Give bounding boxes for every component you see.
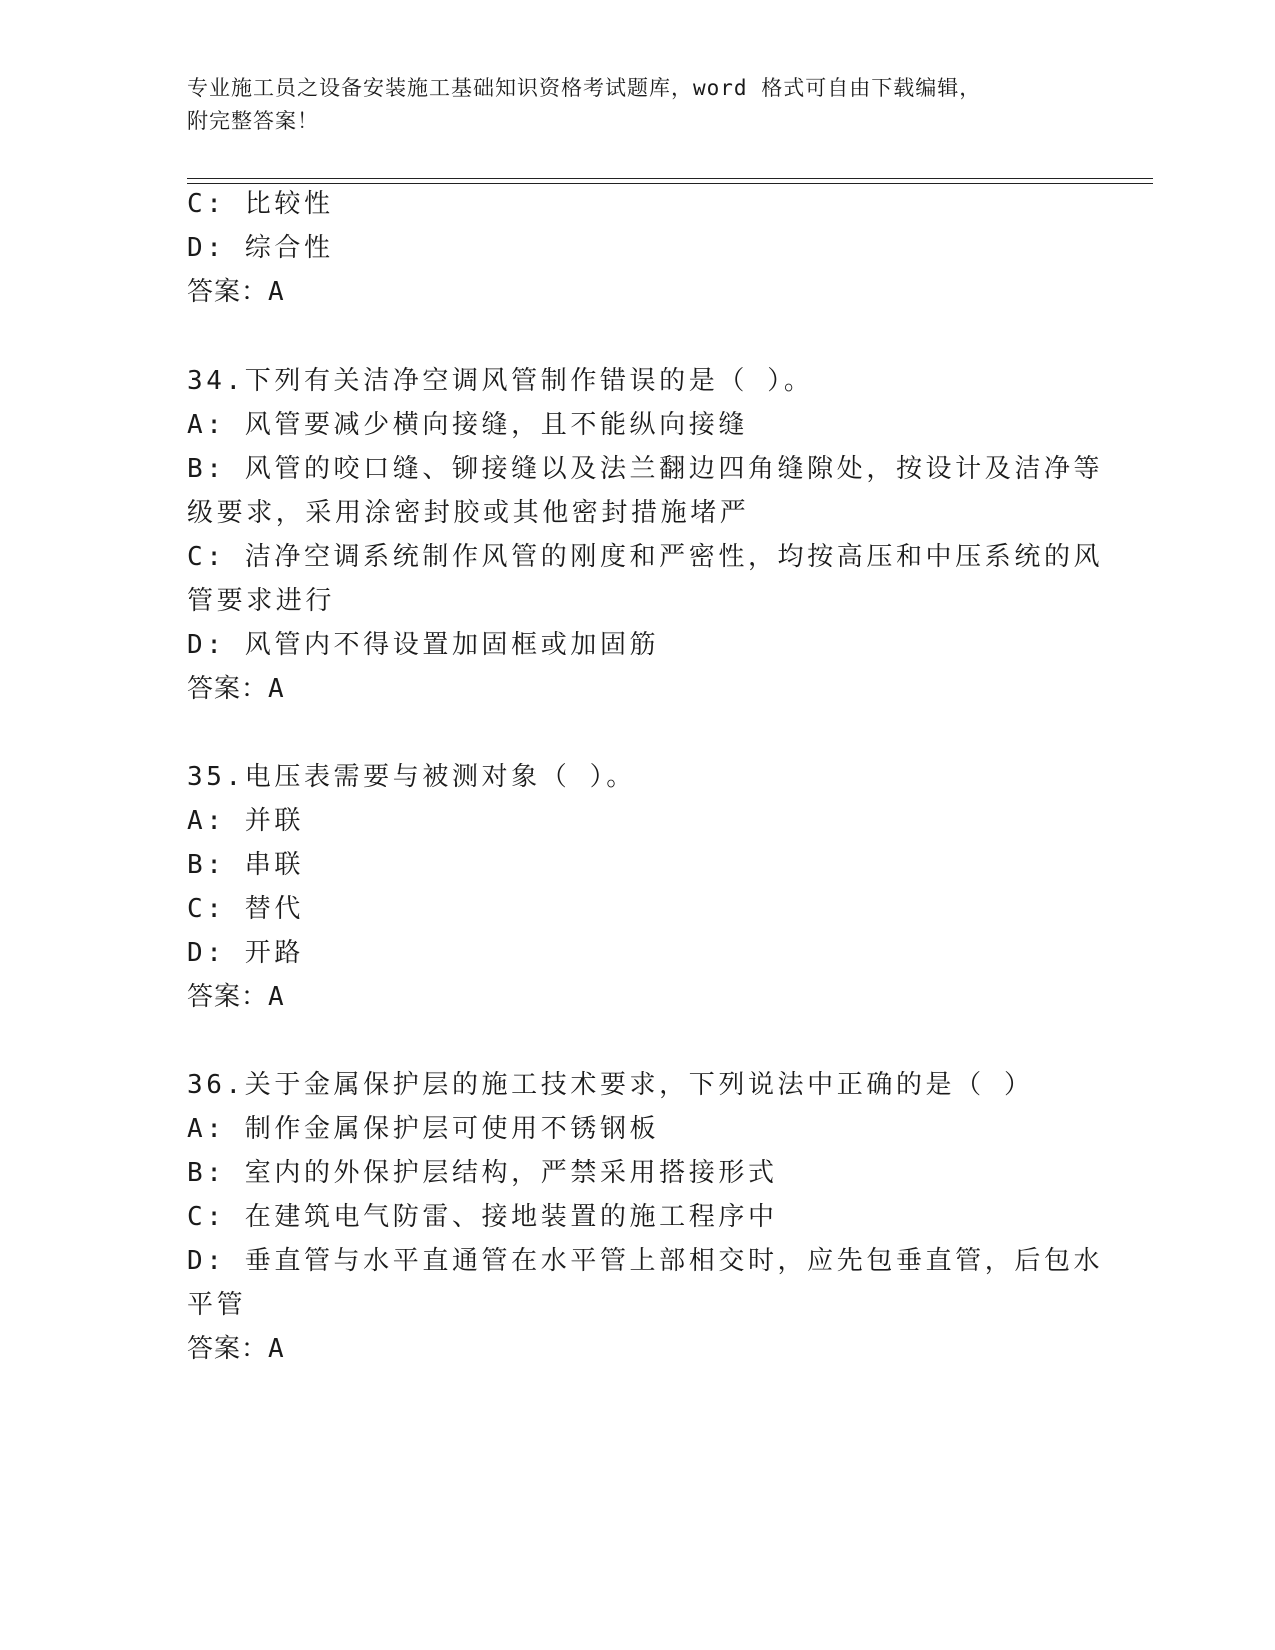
question-35-option-a: A: 并联 [187, 806, 304, 836]
question-35-stem: 35.电压表需要与被测对象（ ）。 [187, 762, 636, 792]
question-34-option-c-cont: 管要求进行 [187, 586, 336, 616]
question-35-option-b: B: 串联 [187, 850, 304, 880]
header-text-line-1: 专业施工员之设备安装施工基础知识资格考试题库，word 格式可自由下载编辑， [187, 76, 982, 100]
question-36-answer: 答案：A [187, 1334, 285, 1364]
question-36-stem: 36.关于金属保护层的施工技术要求，下列说法中正确的是（ ） [187, 1070, 1034, 1100]
question-34-option-b: B: 风管的咬口缝、铆接缝以及法兰翻边四角缝隙处，按设计及洁净等 [187, 454, 1104, 484]
question-36-option-d-cont: 平管 [187, 1290, 247, 1320]
question-34-option-d: D: 风管内不得设置加固框或加固筋 [187, 630, 660, 660]
question-36-option-a: A: 制作金属保护层可使用不锈钢板 [187, 1114, 660, 1144]
option-d-line: D: 综合性 [187, 233, 334, 263]
question-36-option-c: C: 在建筑电气防雷、接地装置的施工程序中 [187, 1202, 778, 1232]
question-34-stem: 34.下列有关洁净空调风管制作错误的是（ ）。 [187, 366, 814, 396]
question-34-option-a: A: 风管要减少横向接缝，且不能纵向接缝 [187, 410, 748, 440]
question-35-option-c: C: 替代 [187, 894, 304, 924]
question-36-option-b: B: 室内的外保护层结构，严禁采用搭接形式 [187, 1158, 778, 1188]
option-c-line: C: 比较性 [187, 189, 334, 219]
question-34-option-c: C: 洁净空调系统制作风管的刚度和严密性，均按高压和中压系统的风 [187, 542, 1104, 572]
header-text-line-2: 附完整答案！ [187, 109, 319, 133]
question-36-option-d: D: 垂直管与水平直通管在水平管上部相交时，应先包垂直管，后包水 [187, 1246, 1104, 1276]
question-34-answer: 答案：A [187, 674, 285, 704]
header-divider-bottom [187, 183, 1153, 184]
question-35-answer: 答案：A [187, 982, 285, 1012]
answer-line: 答案：A [187, 277, 285, 307]
header-divider-top [187, 178, 1153, 179]
question-34-option-b-cont: 级要求，采用涂密封胶或其他密封措施堵严 [187, 498, 750, 528]
question-35-option-d: D: 开路 [187, 938, 304, 968]
